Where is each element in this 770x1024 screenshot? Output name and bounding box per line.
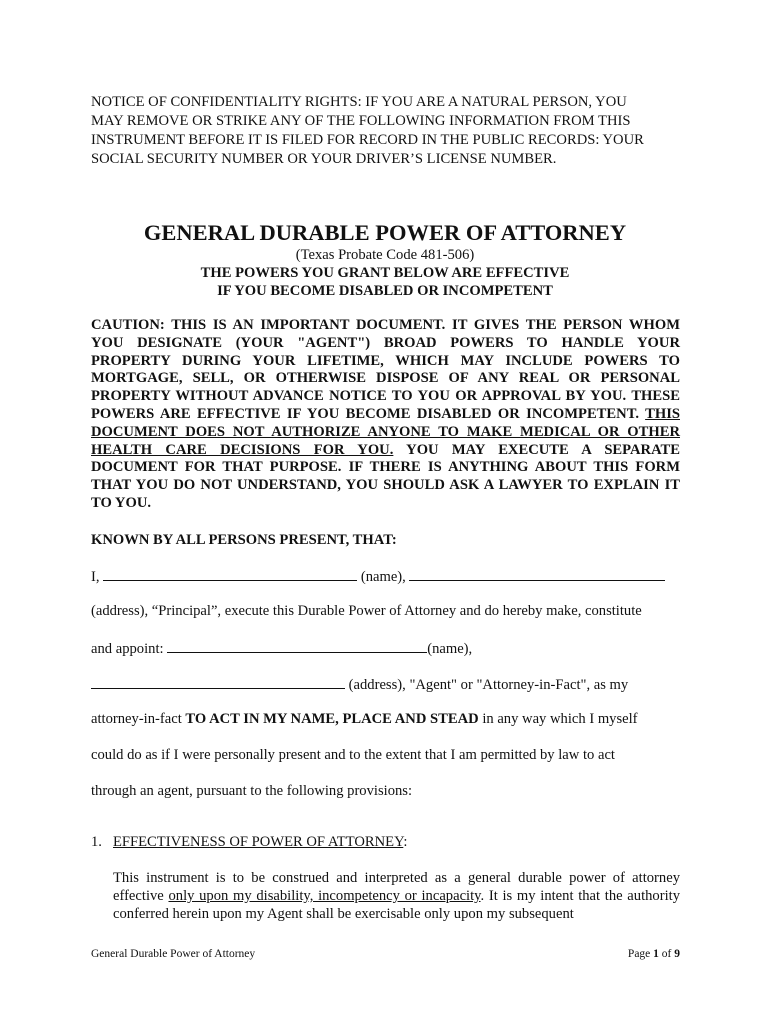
section-1-paragraph	[113, 869, 680, 923]
notice-line: SOCIAL SECURITY NUMBER OR YOUR DRIVER’S LICENSE NUMBER.	[91, 151, 557, 167]
notice-line: NOTICE OF CONFIDENTIALITY RIGHTS: IF YOU ARE A NATURAL PERSON, YOU	[91, 94, 627, 110]
statute-reference: (Texas Probate Code 481-506)	[295, 247, 475, 263]
agent-name-blank[interactable]	[167, 638, 427, 653]
section-number: 1.	[91, 834, 102, 850]
document-title: GENERAL DURABLE POWER OF ATTORNEY	[143, 220, 627, 245]
notice-line: MAY REMOVE OR STRIKE ANY OF THE FOLLOWING INFORMATION FROM THIS	[91, 113, 631, 129]
caution-text: CAUTION: THIS IS AN IMPORTANT DOCUMENT. IT GIVES THE PERSON WHOM YOU DESIGNATE (YOUR "AGENT") BROAD POWERS TO HANDLE YOUR PROPERTY DURING YOUR LIFETIME, WHICH MAY INCLUDE POWERS TO MORTGAGE, SELL, OR OTHERWISE DISPOSE OF ANY REAL OR PERSONAL PROPERTY WITHOUT ADVANCE NOTICE TO YOU OR APPROVAL BY YOU. THESE POWERS ARE EFFECTIVE IF YOU BECOME DISABLED OR INCOMPETENT.	[91, 317, 680, 422]
page-current: 1	[653, 948, 659, 960]
known-heading: KNOWN BY ALL PERSONS PRESENT, THAT:	[91, 532, 397, 548]
principal-address-line: (address), “Principal”, execute this Durable Power of Attorney and do hereby make, constitute	[91, 603, 642, 619]
attorney-prefix: attorney-in-fact	[91, 711, 186, 727]
footer-document-name: General Durable Power of Attorney	[91, 948, 256, 960]
attorney-in-fact-line	[91, 710, 691, 728]
appoint-label: and appoint:	[91, 641, 164, 657]
para-text-after: . It is my intent that the authority conferred herein upon my Agent shall be exercisable only upon my subsequent	[113, 888, 680, 922]
caution-paragraph	[91, 317, 680, 513]
through-agent-line: through an agent, pursuant to the following provisions:	[91, 783, 413, 799]
principal-name-line	[91, 566, 691, 586]
agent-address-label: (address), "Agent" or "Attorney-in-Fact", as my	[348, 677, 629, 693]
para-underlined-text: only upon my disability, incompetency or incapacity	[168, 888, 481, 904]
confidentiality-notice	[91, 93, 681, 169]
attorney-suffix: in any way which I myself	[478, 711, 638, 727]
para-text: This instrument is to be construed and interpreted as a general durable power of attorney effective	[113, 870, 680, 904]
attorney-bold-text: TO ACT IN MY NAME, PLACE AND STEAD	[185, 711, 479, 727]
agent-address-line	[91, 674, 691, 694]
section-title: EFFECTIVENESS OF POWER OF ATTORNEY	[113, 834, 404, 850]
page-of: of	[658, 948, 675, 960]
caution-text-after: YOU MAY EXECUTE A SEPARATE DOCUMENT FOR THAT PURPOSE. IF THERE IS ANYTHING ABOUT THIS FORM THAT YOU DO NOT UNDERSTAND, YOU SHOULD ASK A LAWYER TO EXPLAIN IT TO YOU.	[91, 441, 680, 511]
section-1-heading	[91, 834, 407, 851]
name-label: (name),	[360, 569, 406, 585]
caution-underlined-text: THIS DOCUMENT DOES NOT AUTHORIZE ANYONE TO MAKE MEDICAL OR OTHER HEALTH CARE DECISIONS FOR YOU.	[91, 405, 680, 458]
principal-address-blank[interactable]	[409, 566, 665, 581]
notice-line: INSTRUMENT BEFORE IT IS FILED FOR RECORD IN THE PUBLIC RECORDS: YOUR	[91, 132, 644, 148]
section-title-suffix: :	[403, 834, 408, 850]
could-do-line: could do as if I were personally present and to the extent that I am permitted by law to act	[91, 747, 615, 763]
footer-page-number	[628, 948, 680, 960]
principal-name-blank[interactable]	[103, 566, 357, 581]
name-label: (name),	[427, 641, 473, 657]
heading-line-2: IF YOU BECOME DISABLED OR INCOMPETENT	[217, 283, 553, 299]
i-label: I,	[91, 569, 100, 585]
page-prefix: Page	[627, 948, 654, 960]
agent-address-blank[interactable]	[91, 674, 345, 689]
page-total: 9	[674, 948, 680, 960]
heading-line-1: THE POWERS YOU GRANT BELOW ARE EFFECTIVE	[200, 265, 570, 281]
agent-name-line	[91, 638, 691, 658]
